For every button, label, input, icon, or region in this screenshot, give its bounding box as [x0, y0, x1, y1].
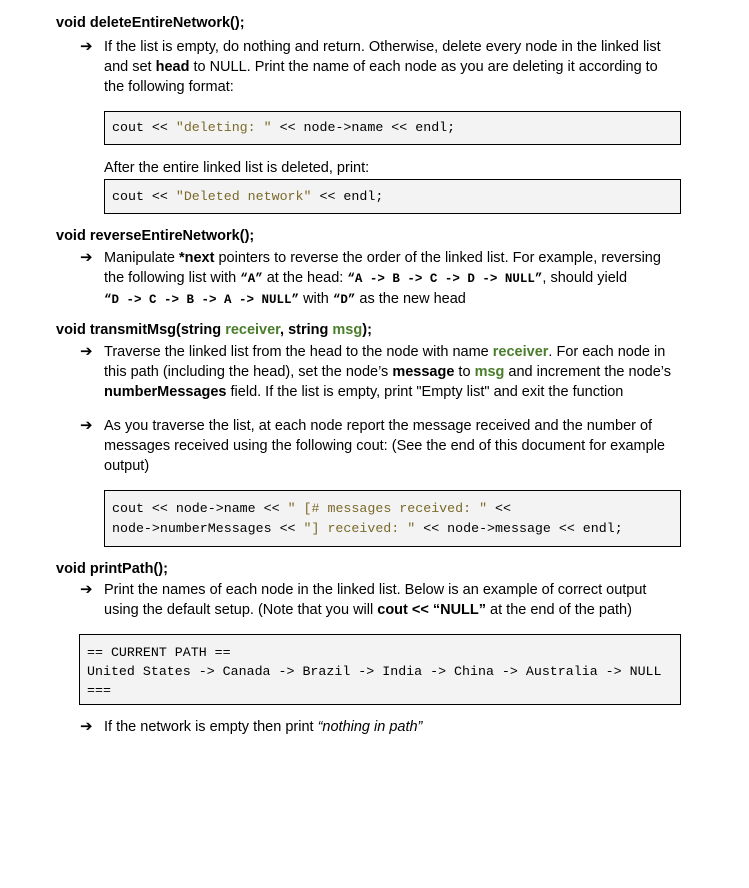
transmit-description-2: As you traverse the list, at each node report the message received and the number of messages received using the following cout: (See the end of this document for example output): [104, 418, 665, 474]
bullet-arrow-icon: ➔: [80, 38, 93, 55]
reverse-description: Manipulate *next pointers to reverse the order of the linked list. For example, reversing the following list with “A” at the head: “A -> B -> C -> D -> NULL”, should yield “D -> C -> B -> A -> NULL” with “D” as the new head: [104, 250, 661, 307]
delete-after-text: After the entire linked list is deleted, print:: [104, 160, 370, 176]
reverse-signature: void reverseEntireNetwork();: [56, 228, 255, 244]
transmit-signature: void transmitMsg(string receiver, string msg);: [56, 322, 372, 338]
printpath-description: Print the names of each node in the linked list. Below is an example of correct output using the default setup. (Note that you will cout << “NULL” at the end of the path): [104, 582, 647, 618]
deleting-code-block: cout << "deleting: " << node->name << endl;: [104, 111, 681, 145]
empty-network-note: If the network is empty then print “nothing in path”: [104, 719, 423, 735]
bullet-arrow-icon: ➔: [80, 249, 93, 266]
transmit-description-1: Traverse the linked list from the head to the node with name receiver. For each node in this path (including the head), set the node’s message to msg and increment the node’s numberMessages field. If the list is empty, print "Empty list" and exit the function: [104, 344, 671, 400]
bullet-arrow-icon: ➔: [80, 343, 93, 360]
delete-signature: void deleteEntireNetwork();: [56, 15, 245, 31]
path-output-block: == CURRENT PATH == United States -> Canada -> Brazil -> India -> China -> Australia -> NULL ===: [79, 634, 681, 705]
bullet-arrow-icon: ➔: [80, 417, 93, 434]
transmit-code-block: cout << node->name << " [# messages received: " << node->numberMessages << "] received: " << node->message << endl;: [104, 490, 681, 547]
delete-description: If the list is empty, do nothing and return. Otherwise, delete every node in the linked list and set head to NULL. Print the name of each node as you are deleting it according to the following format:: [104, 39, 661, 95]
deleted-network-code-block: cout << "Deleted network" << endl;: [104, 179, 681, 214]
printpath-signature: void printPath();: [56, 561, 168, 577]
bullet-arrow-icon: ➔: [80, 718, 93, 735]
bullet-arrow-icon: ➔: [80, 581, 93, 598]
